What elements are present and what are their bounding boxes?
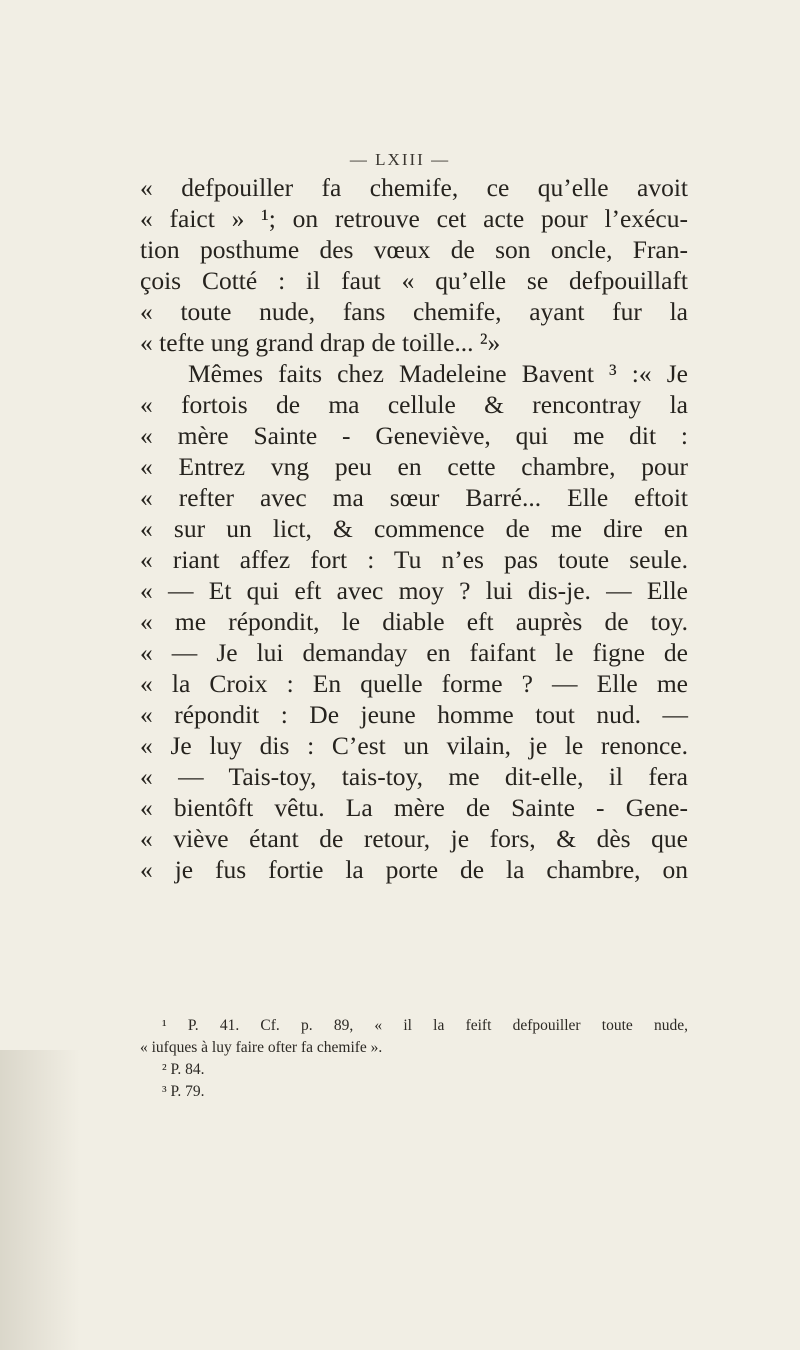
text-line: « la Croix : En quelle forme ? — Elle me xyxy=(140,669,688,698)
text-line: « defpouiller fa chemife, ce qu’elle avoit xyxy=(140,173,688,202)
text-line: « Entrez vng peu en cette chambre, pour xyxy=(140,452,688,481)
text-line: « je fus fortie la porte de la chambre, on xyxy=(140,855,688,884)
text-line: « faict » ¹; on retrouve cet acte pour l’exécu- xyxy=(140,204,688,233)
text-line: « sur un lict, & commence de me dire en xyxy=(140,514,688,543)
text-line: « toute nude, fans chemife, ayant fur la xyxy=(140,297,688,326)
footnotes xyxy=(140,1015,688,1103)
text-line: « mère Sainte - Geneviève, qui me dit : xyxy=(140,421,688,450)
text-line: « bientôft vêtu. La mère de Sainte - Gene- xyxy=(140,793,688,822)
text-line: Mêmes faits chez Madeleine Bavent ³ :« Je xyxy=(188,359,688,388)
page-edge-shadow xyxy=(0,1050,80,1350)
text-line: « tefte ung grand drap de toille... ²» xyxy=(140,328,501,357)
footnote: ¹ P. 41. Cf. p. 89, « il la feift defpouiller toute nude, xyxy=(162,1017,688,1034)
body-text xyxy=(140,172,688,885)
footnote: ² P. 84. xyxy=(162,1061,205,1078)
page-header: — LXIII — xyxy=(349,150,451,169)
text-line: « répondit : De jeune homme tout nud. — xyxy=(140,700,688,729)
footnote-continuation: « iufques à luy faire ofter fa chemife ». xyxy=(140,1039,383,1056)
text-line: « riant affez fort : Tu n’es pas toute seule. xyxy=(140,545,688,574)
text-line: « — Tais-toy, tais-toy, me dit-elle, il fera xyxy=(140,762,688,791)
footnote: ³ P. 79. xyxy=(162,1083,205,1100)
text-line: « fortois de ma cellule & rencontray la xyxy=(140,390,688,419)
text-line: « — Je lui demanday en faifant le figne de xyxy=(140,638,688,667)
text-line: « me répondit, le diable eft auprès de toy. xyxy=(140,607,688,636)
text-line: « Je luy dis : C’est un vilain, je le renonce. xyxy=(140,731,688,760)
text-line: çois Cotté : il faut « qu’elle se defpouillaft xyxy=(140,266,688,295)
text-line: « refter avec ma sœur Barré... Elle eftoit xyxy=(140,483,688,512)
text-line: « viève étant de retour, je fors, & dès que xyxy=(140,824,688,853)
text-line: « — Et qui eft avec moy ? lui dis-je. — Elle xyxy=(140,576,688,605)
text-line: tion posthume des vœux de son oncle, Fran- xyxy=(140,235,688,264)
